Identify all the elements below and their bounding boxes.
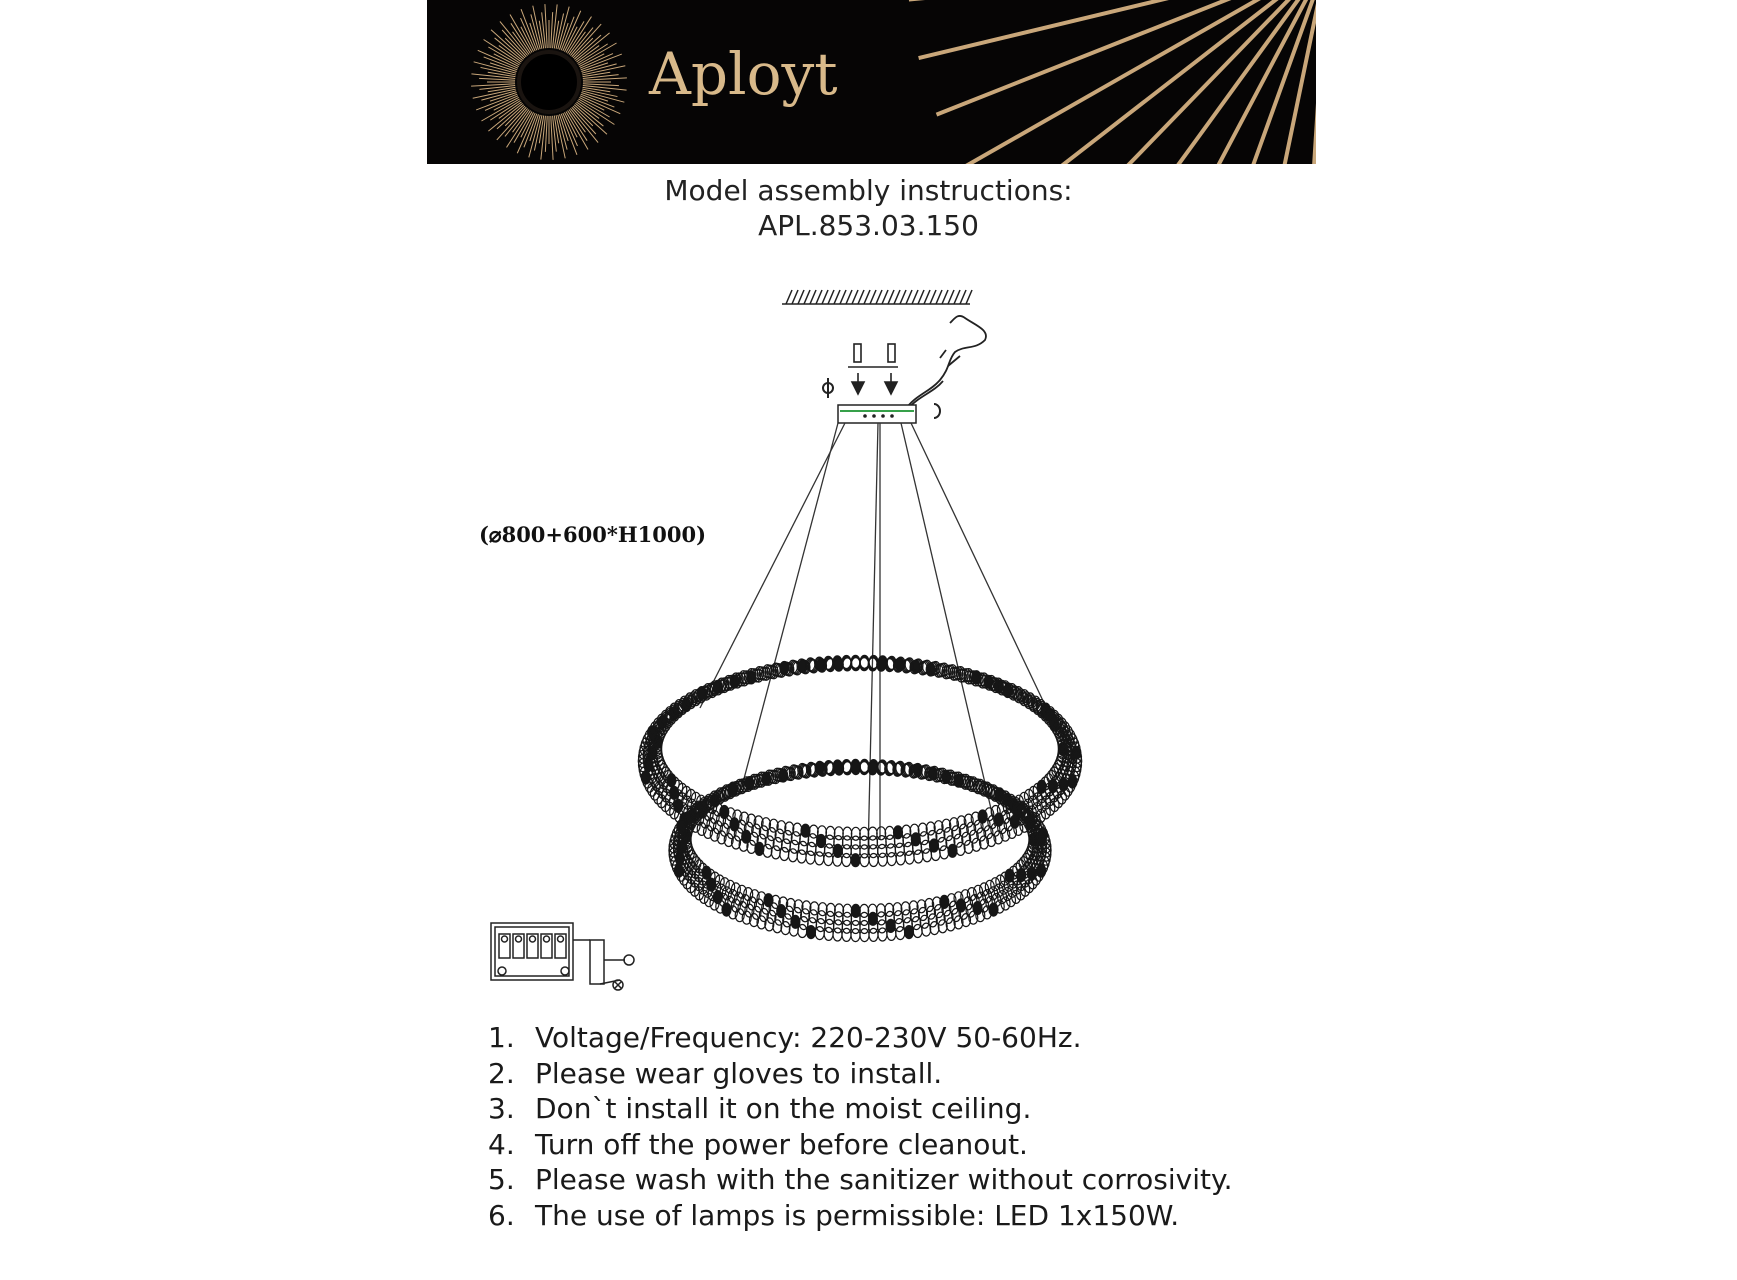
model-number: APL.853.03.150 bbox=[758, 209, 979, 242]
item-number: 5. bbox=[488, 1163, 515, 1196]
item-text: The use of lamps is permissible: LED 1x150W. bbox=[535, 1198, 1180, 1232]
document-title: Model assembly instructions: bbox=[664, 174, 1073, 207]
item-number: 6. bbox=[488, 1198, 515, 1232]
item-text: Don`t install it on the moist ceiling. bbox=[535, 1092, 1032, 1125]
mounting-screw-icon bbox=[848, 344, 898, 394]
upper-crystal-ring bbox=[638, 655, 1081, 866]
item-number: 3. bbox=[488, 1092, 515, 1125]
item-number: 2. bbox=[488, 1056, 515, 1090]
item-number: 4. bbox=[488, 1127, 515, 1161]
item-text: Please wear gloves to install. bbox=[535, 1056, 943, 1090]
power-cable-icon bbox=[905, 316, 986, 410]
list-item bbox=[488, 1091, 1232, 1127]
item-text: Voltage/Frequency: 220-230V 50-60Hz. bbox=[535, 1021, 1082, 1054]
item-number: 1. bbox=[488, 1021, 515, 1054]
item-text: Please wash with the sanitizer without corrosivity. bbox=[535, 1163, 1233, 1196]
list-item bbox=[488, 1020, 1232, 1056]
brand-logo-text: Aployt bbox=[649, 40, 838, 108]
dimensions-label: (⌀800+600*H1000) bbox=[479, 522, 707, 547]
item-text: Turn off the power before cleanout. bbox=[535, 1127, 1028, 1161]
list-item bbox=[488, 1127, 1232, 1163]
list-item bbox=[488, 1162, 1232, 1198]
canopy-icon bbox=[838, 405, 916, 423]
list-item bbox=[488, 1056, 1232, 1092]
list-item bbox=[488, 1198, 1232, 1234]
wiring-box-icon bbox=[491, 923, 634, 990]
instructions-list bbox=[488, 1020, 1232, 1233]
ceiling-hatch-icon bbox=[782, 290, 972, 304]
